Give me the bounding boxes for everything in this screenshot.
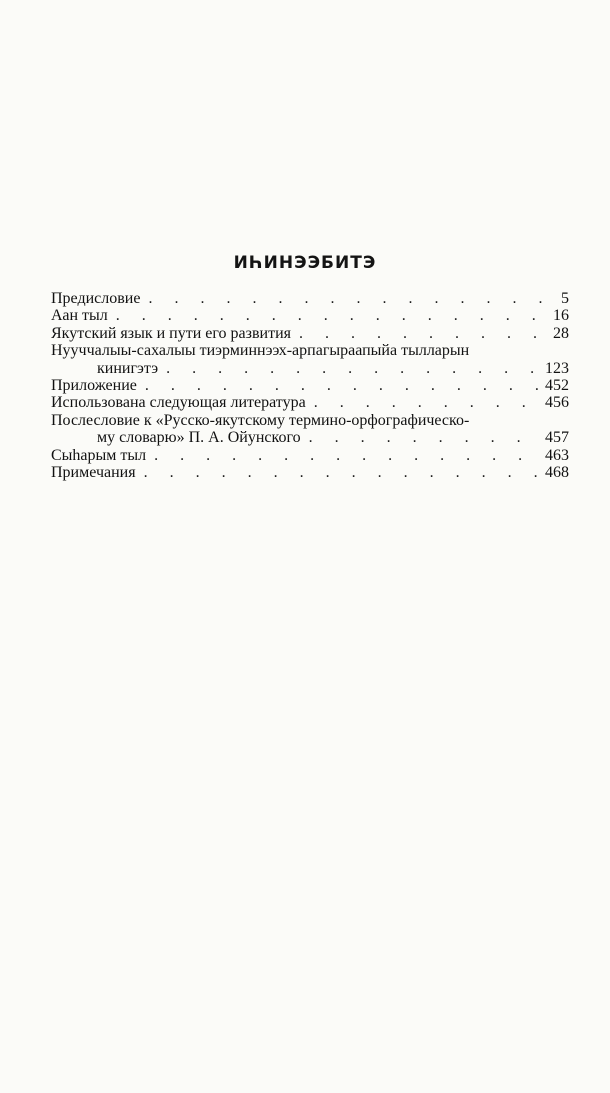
toc-entry-label-line1: Послесловие к «Русско-якутскому термино-орфографическо- [51, 411, 470, 429]
toc-entry-page: 5 [561, 290, 569, 307]
leader-dots [158, 360, 543, 377]
toc-entry-dictionary[interactable] [51, 342, 569, 377]
toc-entry-afterword-yakut[interactable] [51, 447, 569, 464]
leader-dots [108, 307, 551, 324]
toc-entry-preface[interactable] [51, 290, 569, 307]
toc-entry-page: 123 [545, 359, 569, 377]
toc-entry-page: 457 [545, 429, 569, 447]
toc-entry-appendix[interactable] [51, 377, 569, 394]
leader-dots [136, 464, 543, 481]
toc-entry-label: Аан тыл [51, 307, 108, 325]
leader-dots [291, 325, 551, 342]
toc-entry-page: 452 [545, 377, 569, 395]
toc-entry-label: кинигэтэ [97, 359, 159, 377]
toc-entry-notes[interactable] [51, 464, 569, 481]
toc-entry-page: 16 [553, 307, 569, 325]
table-of-contents [51, 290, 569, 481]
toc-entry-page: 468 [545, 464, 569, 482]
contents-heading: ИҺИНЭЭБИТЭ [233, 253, 377, 273]
toc-entry-label: Примечания [51, 464, 136, 482]
toc-entry-afterword[interactable] [51, 412, 569, 447]
toc-entry-yakut-language[interactable] [51, 325, 569, 342]
toc-entry-label: Приложение [51, 377, 137, 395]
toc-entry-label: Предисловие [51, 290, 141, 307]
toc-entry-label: Якутский язык и пути его развития [51, 324, 292, 342]
leader-dots [137, 377, 543, 394]
toc-entry-foreword[interactable] [51, 307, 569, 324]
leader-dots [301, 429, 543, 446]
leader-dots [146, 447, 543, 464]
toc-entry-label: Использована следующая литература [51, 394, 306, 412]
toc-entry-label: Сыһарым тыл [51, 446, 147, 464]
toc-entry-page: 463 [545, 446, 569, 464]
toc-entry-label: му словарю» П. А. Ойунского [97, 429, 301, 447]
leader-dots [140, 290, 559, 307]
leader-dots [306, 394, 543, 411]
toc-entry-references[interactable] [51, 394, 569, 411]
toc-entry-page: 456 [545, 394, 569, 412]
toc-entry-label-line1: Нууччалыы-сахалыы тиэрминнээх-арпагыраапыйа тылларын [51, 342, 470, 360]
toc-entry-page: 28 [553, 324, 569, 342]
